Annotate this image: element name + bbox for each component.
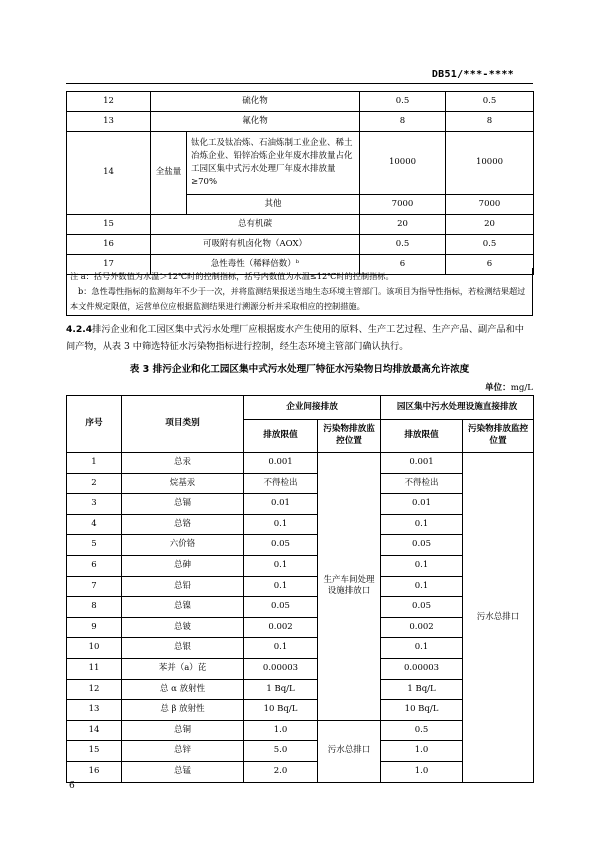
monitor-workshop: 生产车间处理设施排放口 bbox=[318, 453, 381, 721]
header-group-indirect: 企业间接排放 bbox=[244, 396, 381, 420]
limit-value-2: 20 bbox=[446, 215, 534, 235]
note-a: 注 a：括号外数值为水温＞12℃时的控制指标，括号内数值为水温≤12℃时的控制指标。 bbox=[70, 271, 394, 281]
limit-value-1: 6 bbox=[360, 255, 446, 275]
row-number: 4 bbox=[67, 514, 122, 535]
item-name: 总银 bbox=[122, 638, 244, 659]
limit-indirect: 不得检出 bbox=[244, 473, 318, 494]
limit-indirect: 0.00003 bbox=[244, 658, 318, 679]
table-3 bbox=[66, 395, 534, 783]
row-number: 14 bbox=[67, 720, 122, 741]
limit-indirect: 0.01 bbox=[244, 494, 318, 515]
item-name: 总砷 bbox=[122, 555, 244, 576]
limit-value-1: 0.5 bbox=[360, 92, 446, 112]
unit-value: mg/L bbox=[510, 383, 533, 393]
row-number: 15 bbox=[67, 741, 122, 762]
page-number: 6 bbox=[69, 781, 75, 791]
header-limit: 排放限值 bbox=[381, 420, 463, 453]
limit-direct: 10 Bq/L bbox=[381, 700, 463, 721]
table-row bbox=[67, 235, 534, 255]
document-id: DB51/***-**** bbox=[431, 69, 514, 80]
limit-direct: 0.05 bbox=[381, 535, 463, 556]
item-name: 总锌 bbox=[122, 741, 244, 762]
section-text: 排污企业和化工园区集中式污水处理厂应根据废水产生使用的原料、生产工艺过程、生产产品、副产品和中间产物，从表 3 中筛选特征水污染物指标进行控制，经生态环境主管部门确认执行。 bbox=[66, 324, 524, 352]
item-name: 氟化物 bbox=[151, 112, 360, 132]
table-row bbox=[67, 132, 534, 195]
limit-indirect: 0.1 bbox=[244, 514, 318, 535]
limit-indirect: 0.05 bbox=[244, 535, 318, 556]
table-row bbox=[67, 112, 534, 132]
item-name: 总铬 bbox=[122, 514, 244, 535]
table-caption: 表 3 排污企业和化工园区集中式污水处理厂特征水污染物日均排放最高允许浓度 bbox=[129, 364, 470, 375]
row-number: 17 bbox=[67, 255, 151, 275]
row-number: 13 bbox=[67, 700, 122, 721]
limit-indirect: 5.0 bbox=[244, 741, 318, 762]
limit-value-2: 10000 bbox=[446, 132, 534, 195]
limit-value-1: 10000 bbox=[360, 132, 446, 195]
limit-direct: 0.1 bbox=[381, 638, 463, 659]
item-name: 总 α 放射性 bbox=[122, 679, 244, 700]
monitor-general-indirect: 污水总排口 bbox=[318, 720, 381, 782]
section-paragraph bbox=[66, 321, 533, 355]
item-name: 烷基汞 bbox=[122, 473, 244, 494]
condition-text: 钛化工及钛冶炼、石油炼制工业企业、稀土冶炼企业、铅锌冶炼企业年废水排放量占化工园区集中式污水处理厂年废水排放量≥70% bbox=[187, 132, 360, 195]
row-number: 1 bbox=[67, 453, 122, 474]
limit-indirect: 1.0 bbox=[244, 720, 318, 741]
item-name: 急性毒性（稀释倍数）ᵇ bbox=[151, 255, 360, 275]
limit-indirect: 1 Bq/L bbox=[244, 679, 318, 700]
row-number: 10 bbox=[67, 638, 122, 659]
limit-direct: 0.1 bbox=[381, 514, 463, 535]
limit-indirect: 2.0 bbox=[244, 761, 318, 782]
table-notes bbox=[66, 268, 533, 316]
section-number: 4.2.4 bbox=[66, 324, 93, 335]
table-row bbox=[67, 92, 534, 112]
item-name: 总铜 bbox=[122, 720, 244, 741]
row-number: 3 bbox=[67, 494, 122, 515]
limit-direct: 0.1 bbox=[381, 576, 463, 597]
limit-value-1: 0.5 bbox=[360, 235, 446, 255]
limit-direct: 0.1 bbox=[381, 555, 463, 576]
limit-indirect: 0.1 bbox=[244, 638, 318, 659]
limit-indirect: 0.002 bbox=[244, 617, 318, 638]
header-no: 序号 bbox=[67, 396, 122, 453]
row-number: 15 bbox=[67, 215, 151, 235]
limit-direct: 0.05 bbox=[381, 597, 463, 618]
condition-text: 其他 bbox=[187, 195, 360, 215]
item-name: 苯并（a）芘 bbox=[122, 658, 244, 679]
limit-direct: 0.00003 bbox=[381, 658, 463, 679]
limit-indirect: 0.1 bbox=[244, 555, 318, 576]
limit-value-2: 7000 bbox=[446, 195, 534, 215]
table-continuation bbox=[66, 91, 534, 275]
limit-direct: 1 Bq/L bbox=[381, 679, 463, 700]
table-row bbox=[67, 453, 534, 474]
header-group-direct: 园区集中污水处理设施直接排放 bbox=[381, 396, 534, 420]
table-row bbox=[67, 215, 534, 235]
header-monitor: 污染物排放监控位置 bbox=[318, 420, 381, 453]
limit-direct: 0.001 bbox=[381, 453, 463, 474]
limit-value-2: 6 bbox=[446, 255, 534, 275]
item-name: 总镍 bbox=[122, 597, 244, 618]
monitor-general: 污水总排口 bbox=[463, 453, 534, 783]
row-number: 11 bbox=[67, 658, 122, 679]
limit-value-2: 0.5 bbox=[446, 92, 534, 112]
row-number: 12 bbox=[67, 679, 122, 700]
item-name: 总铅 bbox=[122, 576, 244, 597]
item-name: 全盐量 bbox=[151, 132, 187, 215]
limit-indirect: 0.05 bbox=[244, 597, 318, 618]
row-number: 8 bbox=[67, 597, 122, 618]
header-item: 项目类别 bbox=[122, 396, 244, 453]
row-number: 12 bbox=[67, 92, 151, 112]
limit-value-1: 7000 bbox=[360, 195, 446, 215]
item-name: 总镉 bbox=[122, 494, 244, 515]
item-name: 硫化物 bbox=[151, 92, 360, 112]
limit-value-1: 20 bbox=[360, 215, 446, 235]
row-number: 16 bbox=[67, 761, 122, 782]
row-number: 13 bbox=[67, 112, 151, 132]
item-name: 总有机碳 bbox=[151, 215, 360, 235]
header-rule bbox=[66, 83, 533, 84]
row-number: 9 bbox=[67, 617, 122, 638]
header-monitor: 污染物排放监控位置 bbox=[463, 420, 534, 453]
unit-label bbox=[485, 381, 533, 393]
item-name: 总铍 bbox=[122, 617, 244, 638]
row-number: 5 bbox=[67, 535, 122, 556]
limit-indirect: 10 Bq/L bbox=[244, 700, 318, 721]
row-number: 16 bbox=[67, 235, 151, 255]
header-limit: 排放限值 bbox=[244, 420, 318, 453]
limit-direct: 0.002 bbox=[381, 617, 463, 638]
item-name: 总 β 放射性 bbox=[122, 700, 244, 721]
item-name: 总锰 bbox=[122, 761, 244, 782]
limit-direct: 1.0 bbox=[381, 741, 463, 762]
limit-value-2: 0.5 bbox=[446, 235, 534, 255]
item-name: 可吸附有机卤化物（AOX） bbox=[151, 235, 360, 255]
limit-direct: 0.01 bbox=[381, 494, 463, 515]
limit-indirect: 0.001 bbox=[244, 453, 318, 474]
limit-value-1: 8 bbox=[360, 112, 446, 132]
limit-direct: 不得检出 bbox=[381, 473, 463, 494]
limit-value-2: 8 bbox=[446, 112, 534, 132]
row-number: 6 bbox=[67, 555, 122, 576]
item-name: 总汞 bbox=[122, 453, 244, 474]
item-name: 六价铬 bbox=[122, 535, 244, 556]
limit-direct: 1.0 bbox=[381, 761, 463, 782]
limit-indirect: 0.1 bbox=[244, 576, 318, 597]
row-number: 14 bbox=[67, 132, 151, 215]
row-number: 2 bbox=[67, 473, 122, 494]
limit-direct: 0.5 bbox=[381, 720, 463, 741]
row-number: 7 bbox=[67, 576, 122, 597]
note-b: b：急性毒性指标的监测每年不少于一次，并将监测结果报送当地生态环境主管部门。该项目为指导性指标，若检测结果超过本文件规定限值，运营单位应根据监测结果进行溯源分析并采取相应的控制措施。 bbox=[70, 286, 526, 311]
unit-prefix: 单位： bbox=[484, 383, 511, 393]
